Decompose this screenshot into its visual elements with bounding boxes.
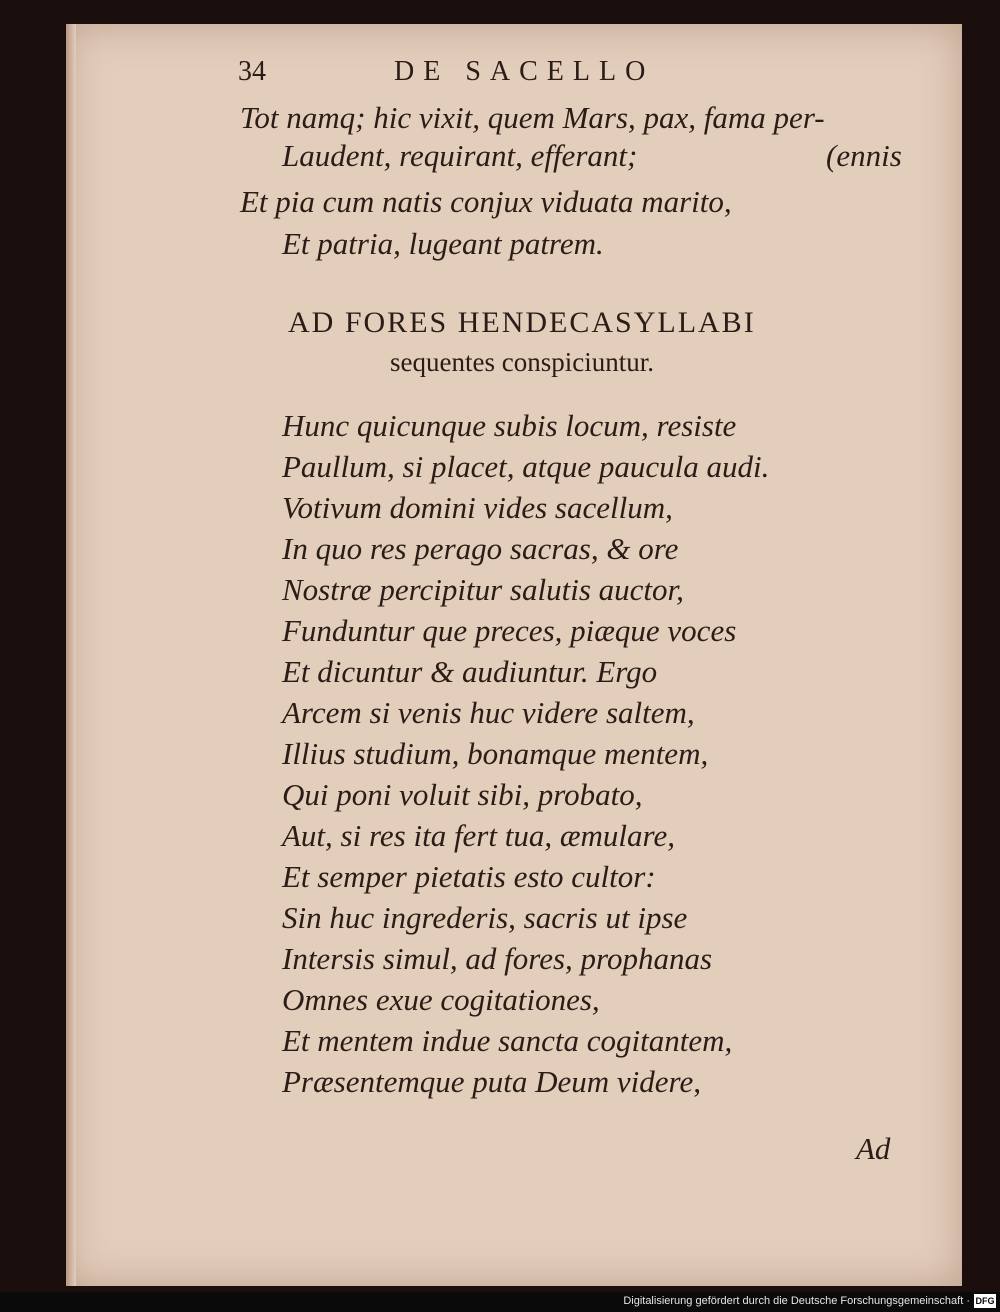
poem-line: Votivum domini vides sacellum, <box>282 490 673 525</box>
poem-line: Omnes exue cogitationes, <box>282 982 600 1017</box>
turnover-text: (ennis <box>826 138 902 173</box>
verse-line: Et patria, lugeant patrem. <box>282 226 604 261</box>
poem-line: Et dicuntur & audiuntur. Ergo <box>282 654 658 689</box>
page-number: 34 <box>238 56 266 87</box>
poem-line: Sin huc ingrederis, sacris ut ipse <box>282 900 688 935</box>
catchword: Ad <box>856 1131 891 1166</box>
verse-line: Tot namq; hic vixit, quem Mars, pax, fama per- <box>240 100 825 135</box>
poem-line: Aut, si res ita fert tua, æmulare, <box>282 818 675 853</box>
poem-line: Arcem si venis huc videre saltem, <box>282 695 695 730</box>
dfg-logo: DFG <box>975 1296 995 1306</box>
book-page <box>66 24 962 1286</box>
verse-line: Laudent, requirant, efferant; <box>282 138 638 173</box>
poem-line: Qui poni voluit sibi, probato, <box>282 777 643 812</box>
poem-line: Funduntur que preces, piæque voces <box>282 613 737 648</box>
poem-line: In quo res perago sacras, & ore <box>282 531 679 566</box>
section-heading: AD FORES HENDECASYLLABI <box>288 306 756 339</box>
poem-line: Illius studium, bonamque mentem, <box>282 736 709 771</box>
poem-line: Præsentemque puta Deum videre, <box>282 1064 701 1099</box>
poem-line: Nostræ percipitur salutis auctor, <box>282 572 684 607</box>
poem-line: Et mentem indue sancta cogitantem, <box>282 1023 733 1058</box>
poem-line: Paullum, si placet, atque paucula audi. <box>282 449 770 484</box>
section-subheading: sequentes conspiciuntur. <box>390 347 654 377</box>
verse-line: Et pia cum natis conjux viduata marito, <box>240 184 732 219</box>
running-head: DE SACELLO <box>394 56 655 87</box>
poem-line: Intersis simul, ad fores, prophanas <box>282 941 713 976</box>
poem-line: Hunc quicunque subis locum, resiste <box>282 408 737 443</box>
footer-credit: Digitalisierung gefördert durch die Deutsche Forschungsgemeinschaft · <box>623 1295 970 1307</box>
poem-line: Et semper pietatis esto cultor: <box>282 859 656 894</box>
